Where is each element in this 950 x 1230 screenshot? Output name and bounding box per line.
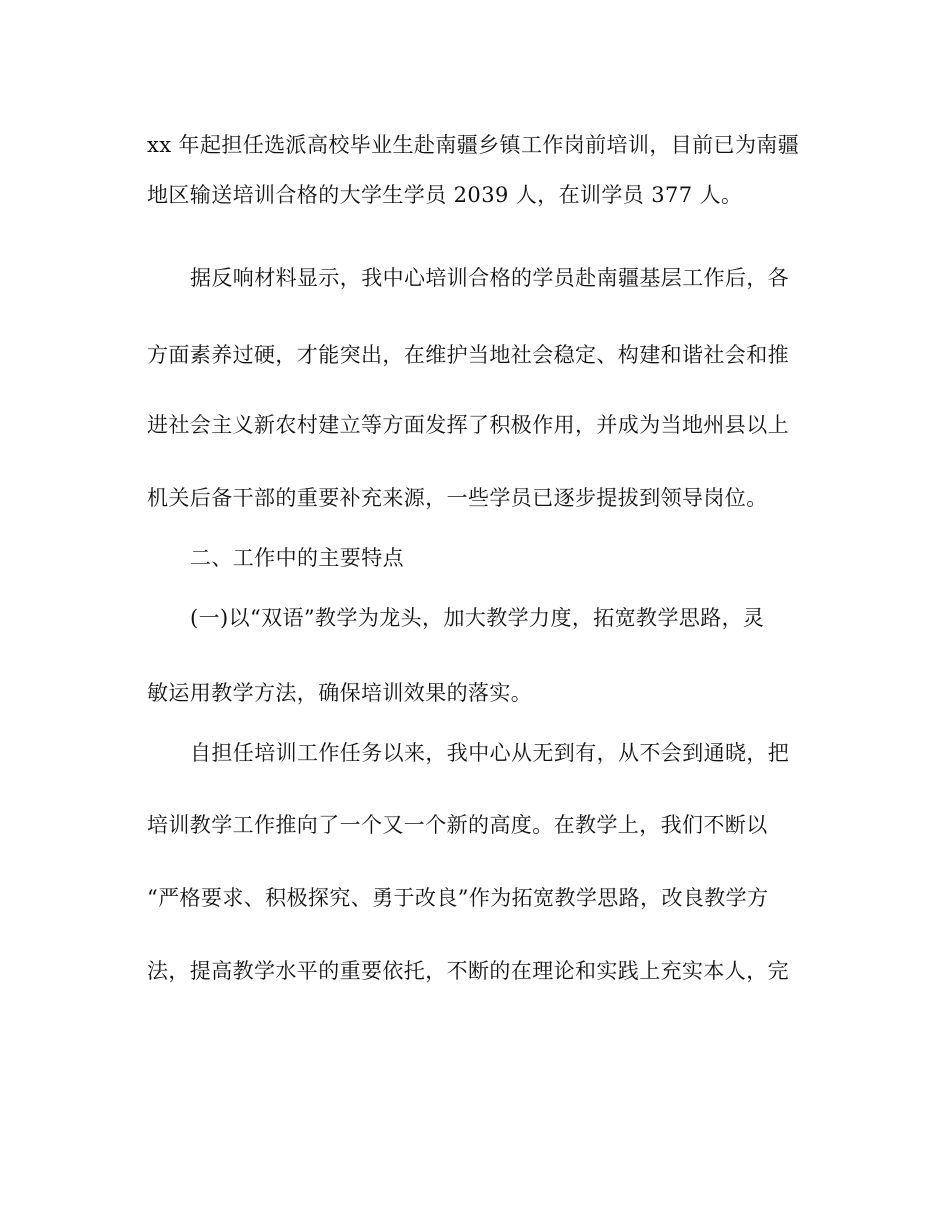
paragraph-line: 地区输送培训合格的大学生学员 2039 人，在训学员 377 人。	[147, 183, 743, 207]
section-heading: 二、工作中的主要特点	[190, 546, 404, 570]
subsection-heading-line: (一)以“双语”教学为龙头，加大教学力度，拓宽教学思路，灵	[190, 606, 765, 630]
paragraph-line: 据反响材料显示，我中心培训合格的学员赴南疆基层工作后，各	[190, 266, 790, 290]
paragraph-line: 进社会主义新农村建立等方面发挥了积极作用，并成为当地州县以上	[147, 413, 789, 437]
paragraph-line: 方面素养过硬，才能突出，在维护当地社会稳定、构建和谐社会和推	[147, 343, 789, 367]
paragraph-line: 机关后备干部的重要补充来源，一些学员已逐步提拔到领导岗位。	[147, 486, 768, 510]
paragraph-line: 培训教学工作推向了一个又一个新的高度。在教学上，我们不断以	[147, 813, 768, 837]
paragraph-line: 法，提高教学水平的重要依托，不断的在理论和实践上充实本人，完	[147, 959, 789, 983]
subsection-heading-line: 敏运用教学方法，确保培训效果的落实。	[147, 681, 533, 705]
paragraph-line: “严格要求、积极探究、勇于改良”作为拓宽教学思路，改良教学方	[147, 886, 769, 910]
paragraph-line: 自担任培训工作任务以来，我中心从无到有，从不会到通晓，把	[190, 741, 790, 765]
paragraph-line: xx 年起担任选派高校毕业生赴南疆乡镇工作岗前培训，目前已为南疆	[147, 133, 800, 157]
